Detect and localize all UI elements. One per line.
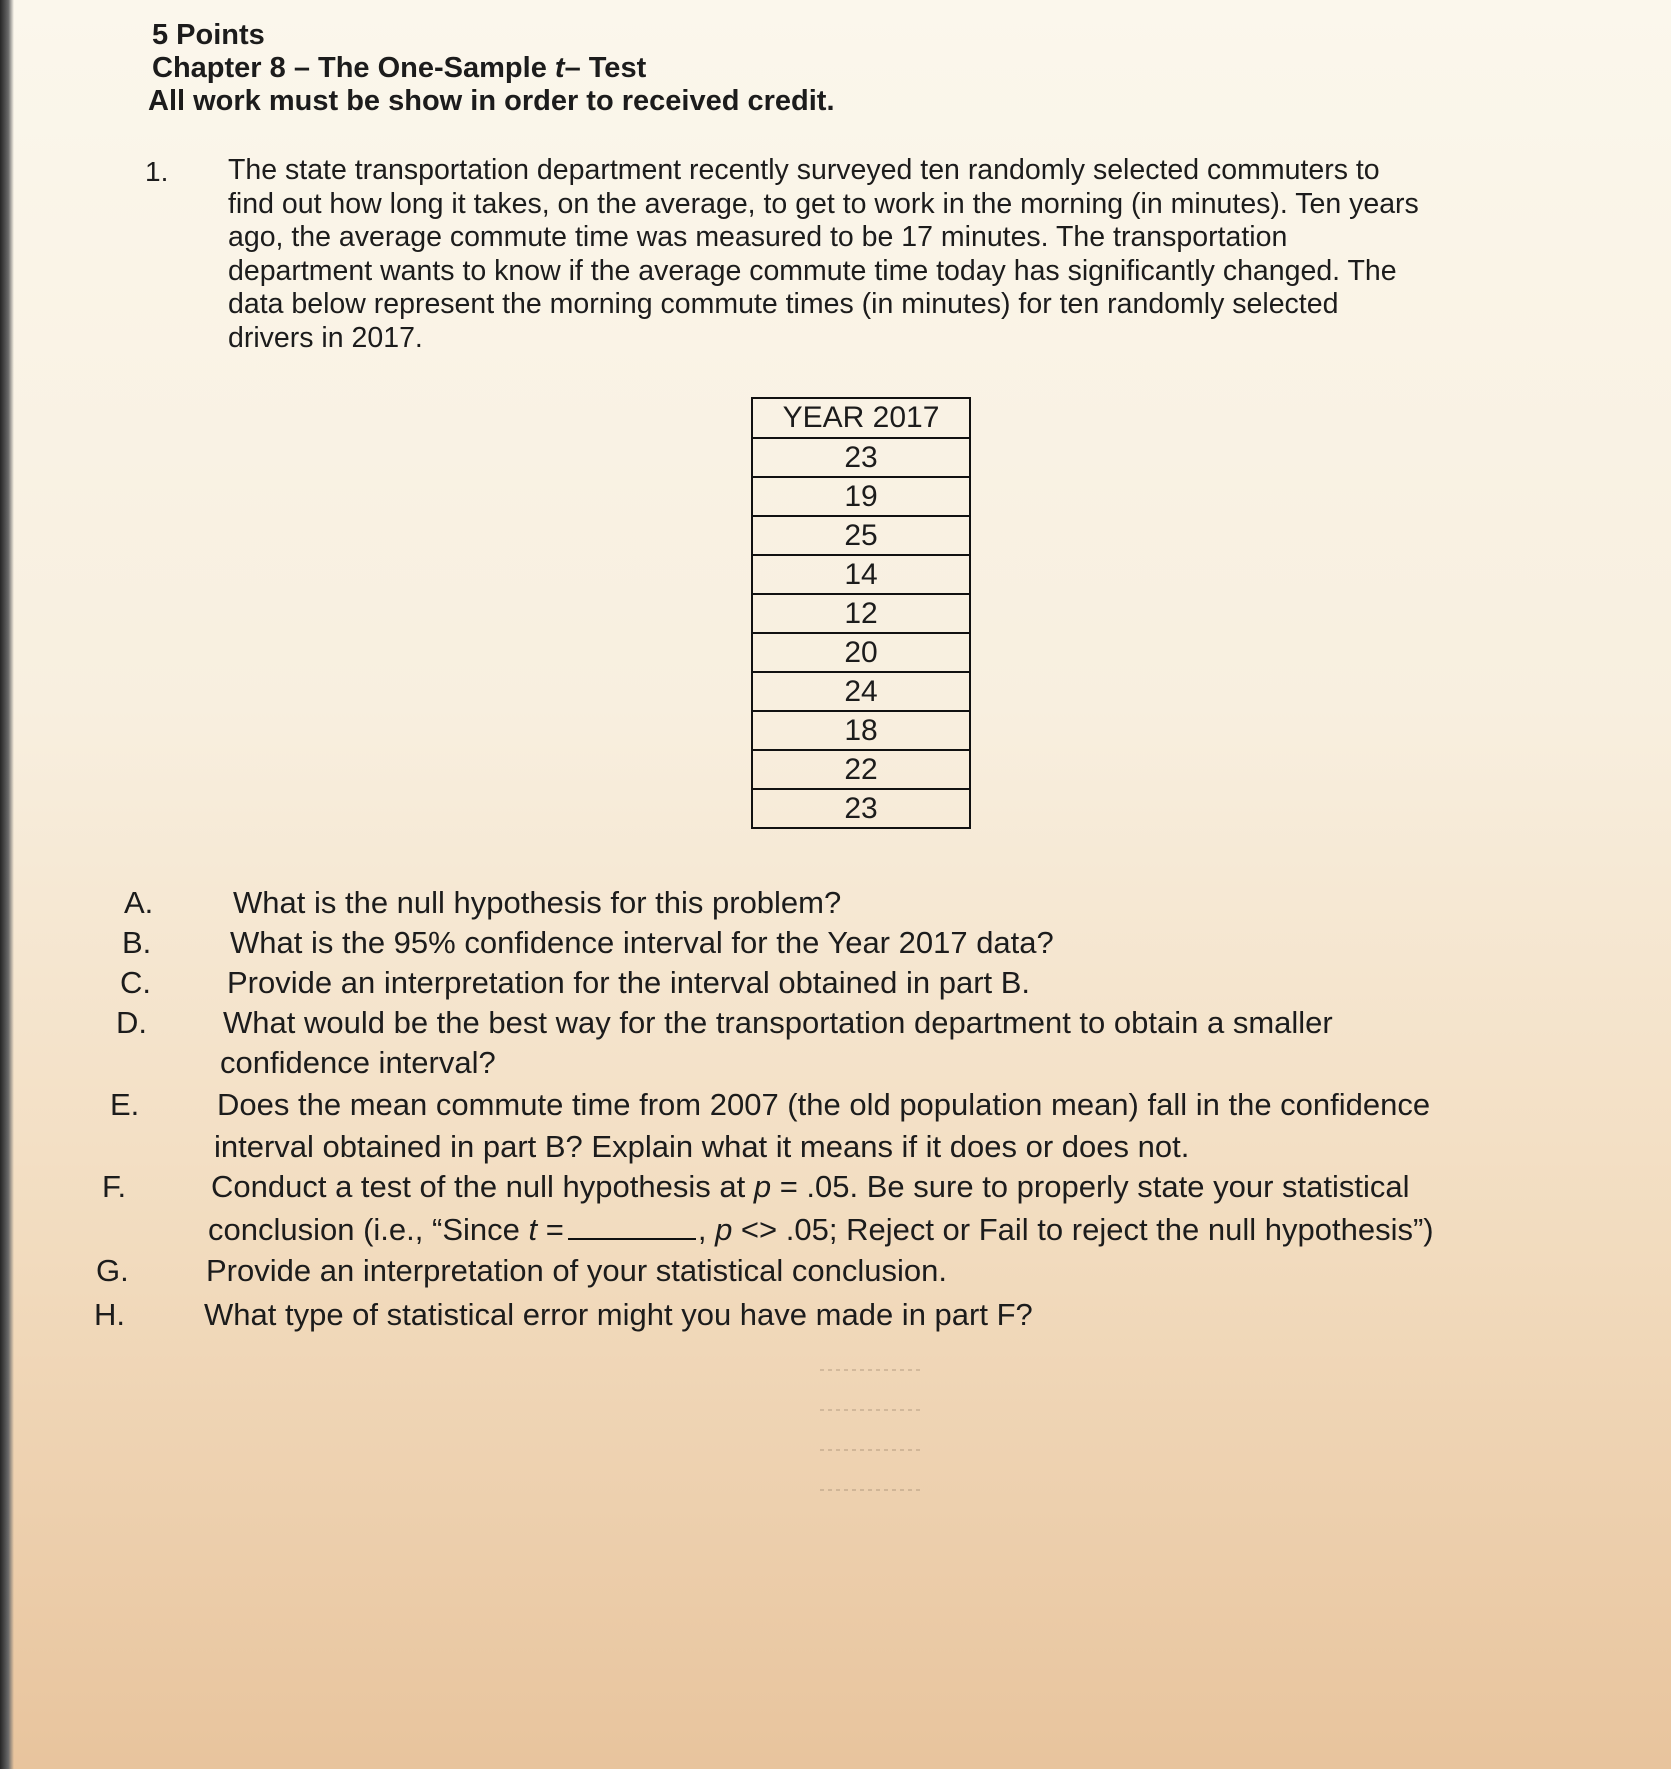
question-number: 1. — [145, 156, 169, 187]
part-text: Provide an interpretation of your statistical conclusion. — [206, 1253, 947, 1288]
answer-blank — [568, 1210, 696, 1240]
table-row — [752, 555, 970, 594]
table-row — [752, 477, 970, 516]
part-f-text-e: , — [697, 1212, 716, 1247]
table-row — [752, 633, 970, 672]
table-cell: 23 — [752, 438, 970, 477]
part-text-continued: confidence interval? — [220, 1045, 496, 1080]
part-f-text-f: <> .05; Reject or Fail to reject the null hypothesis”) — [732, 1212, 1434, 1247]
data-table-wrapper — [751, 397, 971, 829]
part-f-p-symbol-2: p — [715, 1212, 733, 1247]
table-row — [752, 672, 970, 711]
question-line: ago, the average commute time was measured to be 17 minutes. The transportation — [228, 221, 1288, 253]
instruction: All work must be show in order to received credit. — [148, 85, 835, 117]
part-f-text-b: = .05. Be sure to properly state your statistical — [771, 1169, 1410, 1204]
part-label: D. — [116, 1005, 147, 1040]
chapter-title-suffix: – Test — [564, 52, 647, 84]
chapter-title-t: t — [554, 52, 565, 84]
table-cell: 22 — [752, 750, 970, 789]
table-row — [752, 750, 970, 789]
part-text: What type of statistical error might you have made in part F? — [204, 1297, 1033, 1332]
bleed-through-marks — [820, 1330, 920, 1563]
part-text-continued — [208, 1210, 1434, 1248]
part-text-continued: interval obtained in part B? Explain what it means if it does or does not. — [214, 1129, 1190, 1164]
points-label: 5 Points — [152, 19, 265, 51]
table-cell: 12 — [752, 594, 970, 633]
part-text: Does the mean commute time from 2007 (the old population mean) fall in the confidence — [217, 1087, 1431, 1122]
question-body — [228, 154, 1633, 355]
part-label: C. — [120, 965, 151, 1000]
part-text: What is the 95% confidence interval for the Year 2017 data? — [230, 925, 1054, 960]
part-label: F. — [102, 1169, 127, 1204]
question-line: The state transportation department recently surveyed ten randomly selected commuters to — [228, 154, 1380, 186]
table-row — [752, 789, 970, 828]
table-cell: 14 — [752, 555, 970, 594]
table-cell: 19 — [752, 477, 970, 516]
part-label: B. — [122, 925, 152, 960]
part-f-p-symbol: p — [753, 1169, 772, 1204]
worksheet-header — [148, 18, 835, 118]
part-text: Provide an interpretation for the interval obtained in part B. — [227, 965, 1031, 1000]
commute-times-table — [751, 397, 971, 829]
part-text: What is the null hypothesis for this problem? — [233, 885, 842, 920]
part-f-text-a: Conduct a test of the null hypothesis at — [211, 1169, 754, 1204]
page-edge-shadow — [0, 0, 14, 1769]
question-line: department wants to know if the average commute time today has significantly changed. The — [228, 254, 1397, 287]
part-label: E. — [110, 1087, 140, 1122]
part-f-text-d: = — [537, 1212, 564, 1247]
table-row — [752, 594, 970, 633]
part-f-t-symbol: t — [528, 1212, 538, 1247]
table-cell: 23 — [752, 789, 970, 828]
part-label: A. — [124, 885, 154, 920]
chapter-title-prefix: Chapter 8 – The One-Sample — [152, 52, 555, 84]
table-row — [752, 516, 970, 555]
part-label: G. — [96, 1253, 129, 1288]
part-f-text-c: conclusion (i.e., “Since — [208, 1212, 529, 1247]
chapter-title — [152, 51, 835, 85]
bleed-through-lines — [820, 1330, 920, 1550]
table-cell: 25 — [752, 516, 970, 555]
table-cell: 18 — [752, 711, 970, 750]
table-cell: 24 — [752, 672, 970, 711]
table-row — [752, 438, 970, 477]
question-line: find out how long it takes, on the average, to get to work in the morning (in minutes). Ten years — [228, 187, 1419, 220]
question-line: data below represent the morning commute times (in minutes) for ten randomly selected — [228, 288, 1339, 320]
table-header: YEAR 2017 — [752, 398, 970, 438]
part-label: H. — [94, 1297, 125, 1332]
part-text — [211, 1168, 1410, 1205]
table-row — [752, 711, 970, 750]
part-text: What would be the best way for the transportation department to obtain a smaller — [223, 1005, 1333, 1040]
table-cell: 20 — [752, 633, 970, 672]
question-line: drivers in 2017. — [228, 321, 423, 354]
